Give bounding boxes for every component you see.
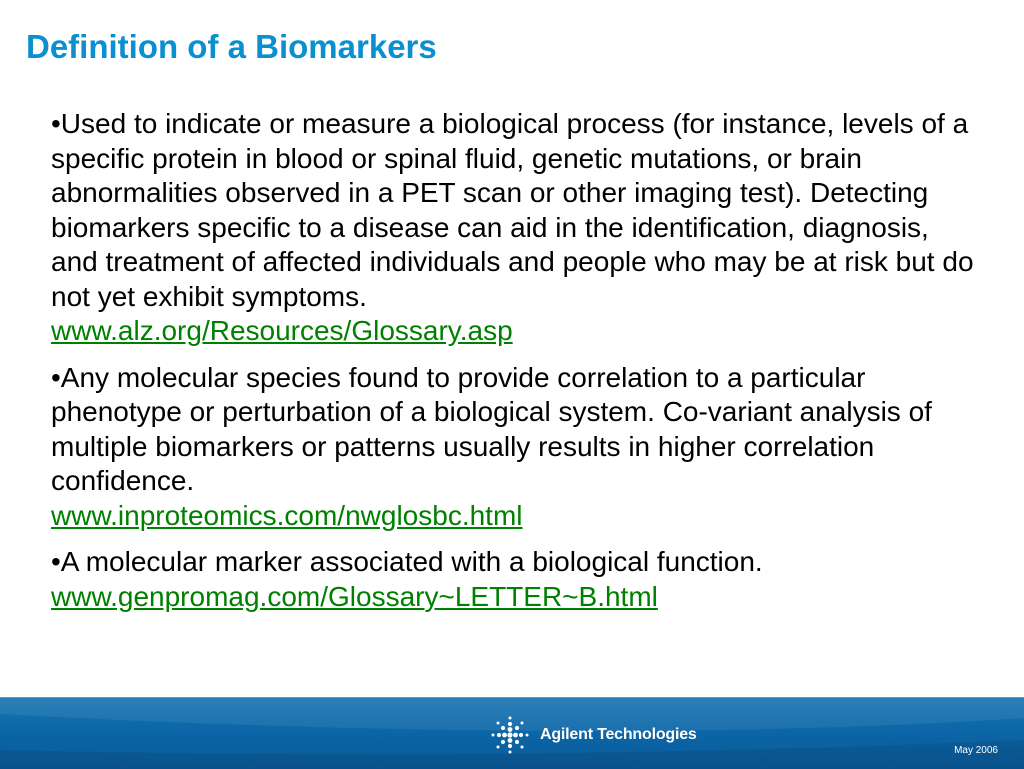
slide-title: Definition of a Biomarkers [26,28,437,65]
reference-link[interactable]: www.genpromag.com/Glossary~LETTER~B.html [51,580,658,612]
bullet-text: •Any molecular species found to provide correlation to a particular phenotype or perturbation of a biological system. Co-variant analysis of multiple biomarkers or patterns usually results in higher correlation confidence. [51,361,932,496]
bullet-item [51,107,981,349]
bullet-item [51,361,981,534]
footer-date: May 2006 [954,745,998,756]
company-logo [490,715,697,755]
footer-bar [0,697,1024,769]
reference-link[interactable]: www.inproteomics.com/nwglosbc.html [51,499,523,531]
reference-link[interactable]: www.alz.org/Resources/Glossary.asp [51,315,513,346]
bullet-text: •A molecular marker associated with a biological function. [51,546,763,577]
bullet-text: •Used to indicate or measure a biological process (for instance, levels of a specific protein in blood or spinal fluid, genetic mutations, or brain abnormalities observed in a PET scan or other imaging test). Detecting biomarkers specific to a disease can aid in the identification, diagnosis, and treatment of affected individuals and people who may be at risk but do not yet exhibit symptoms. [51,108,974,312]
logo-wordmark: Agilent Technologies [540,726,697,743]
bullet-list [51,107,981,626]
bullet-item [51,545,981,614]
agilent-spark-icon [490,715,530,755]
